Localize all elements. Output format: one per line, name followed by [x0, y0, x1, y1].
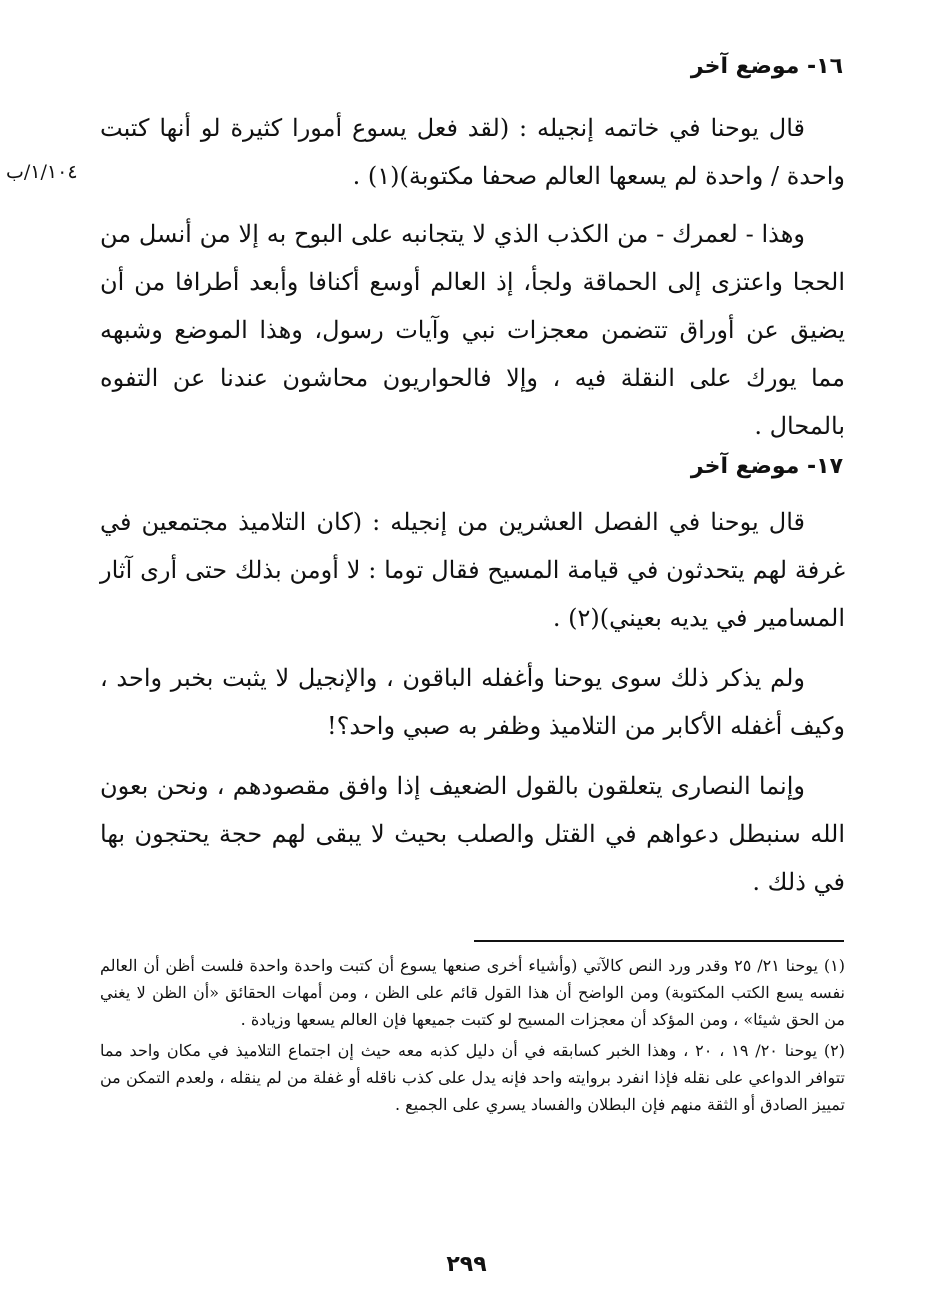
- footnote-2: (٢) يوحنا ٢٠/ ١٩ ، ٢٠ ، وهذا الخبر كسابقه في أن دليل كذبه معه حيث إن اجتماع التلاميذ في مكان واحد مما تتوافر الدواعي على نقله فإذا انفرد بروايته واحد فإنه يدل على كذب ناقله أو غفلة من لم ينقله ، ولعدم التمكن من تمييز الصادق أو الثقة منهم فإن البطلان والفساد يسري على الجميع .: [100, 1041, 845, 1114]
- paragraph: قال يوحنا في الفصل العشرين من إنجيله : (كان التلاميذ مجتمعين في غرفة لهم يتحدثون في قيامة المسيح فقال توما : لا أومن بذلك حتى أرى آثار المسامير في يديه بعيني)(٢) .: [100, 508, 845, 632]
- footnotes: [100, 952, 845, 1118]
- section-16-body: [100, 104, 845, 450]
- section-heading-16: ١٦- موضع آخر: [690, 54, 843, 79]
- paragraph: وإنما النصارى يتعلقون بالقول الضعيف إذا وافق مقصودهم ، ونحن بعون الله سنبطل دعواهم في القتل والصلب بحيث لا يبقى لهم حجة يحتجون بها في ذلك .: [100, 772, 845, 896]
- paragraph: ولم يذكر ذلك سوى يوحنا وأغفله الباقون ، والإنجيل لا يثبت بخبر واحد ، وكيف أغفله الأكابر من التلاميذ وظفر به صبي واحد؟!: [100, 664, 845, 740]
- page-number: ٢٩٩: [446, 1252, 487, 1277]
- section-heading-17: ١٧- موضع آخر: [690, 454, 843, 479]
- paragraph: وهذا - لعمرك - من الكذب الذي لا يتجانبه على البوح به إلا من أنسل من الحجا واعتزى إلى الحماقة ولجأ، إذ العالم أوسع أكنافا وأبعد أطرافا من أن يضيق عن أوراق تتضمن معجزات نبي وآيات رسول، وهذا الموضع وشبهه مما يورك على النقلة فيه ، وإلا فالحواريون محاشون عندنا عن التفوه بالمحال .: [100, 220, 845, 440]
- footnote-1: (١) يوحنا ٢١/ ٢٥ وقدر ورد النص كالآتي (وأشياء أخرى صنعها يسوع أن كتبت واحدة واحدة فلست أظن أن العالم نفسه يسع الكتب المكتوبة) ومن الواضح أن هذا القول قائم على الظن ، ومن أمهات الحقائق «أن الظن لا يغني من الحق شيئا» ، ومن المؤكد أن معجزات المسيح لو كتبت جميعها فإن العالم يسعها وزيادة .: [100, 956, 845, 1029]
- margin-folio-note: ١/١٠٤/ب: [6, 161, 78, 183]
- footnote-divider: [474, 940, 844, 942]
- section-17-body: [100, 498, 845, 906]
- paragraph: قال يوحنا في خاتمه إنجيله : (لقد فعل يسوع أمورا كثيرة لو أنها كتبت واحدة / واحدة لم يسعها العالم صحفا مكتوبة)(١) .: [100, 114, 845, 190]
